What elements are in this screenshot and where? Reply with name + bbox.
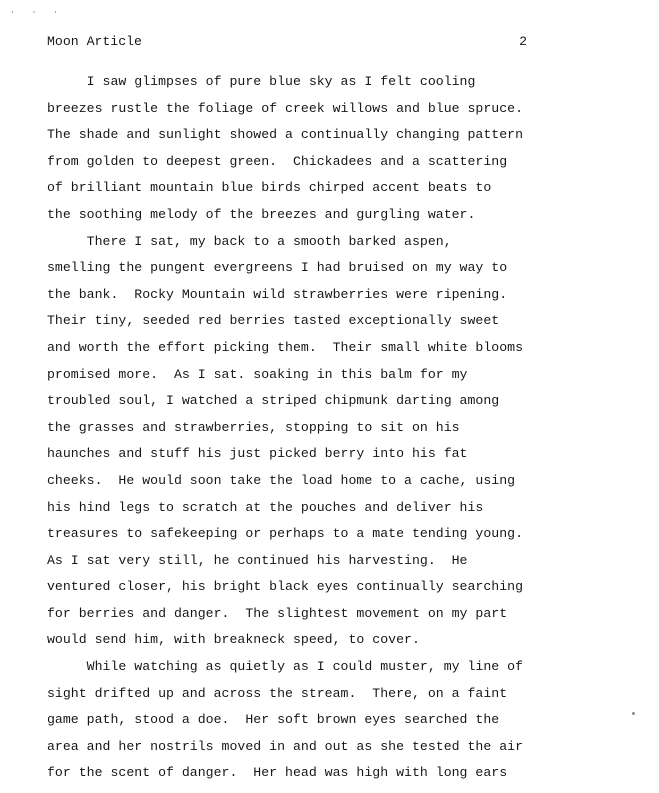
text-line: and worth the effort picking them. Their small white blooms	[47, 339, 524, 355]
text-line: game path, stood a doe. Her soft brown eyes searched the	[47, 712, 500, 728]
scan-specks: · · ·	[10, 8, 65, 17]
page-header	[47, 34, 527, 50]
text-line: While watching as quietly as I could muster, my line of	[47, 659, 524, 675]
text-line: breezes rustle the foliage of creek willows and blue spruce.	[47, 100, 524, 116]
text-line: the bank. Rocky Mountain wild strawberries were ripening.	[47, 286, 508, 302]
text-line: sight drifted up and across the stream. There, on a faint	[47, 685, 508, 701]
text-line: for berries and danger. The slightest movement on my part	[47, 605, 508, 621]
text-line: As I sat very still, he continued his harvesting. He	[47, 552, 468, 568]
text-line: for the scent of danger. Her head was high with long ears	[47, 765, 508, 781]
text-line: Their tiny, seeded red berries tasted exceptionally sweet	[47, 313, 500, 329]
text-line: troubled soul, I watched a striped chipmunk darting among	[47, 393, 500, 409]
text-line: his hind legs to scratch at the pouches and deliver his	[47, 499, 484, 515]
text-line: the grasses and strawberries, stopping to sit on his	[47, 419, 460, 435]
text-line: promised more. As I sat. soaking in this balm for my	[47, 366, 468, 382]
scan-speck	[632, 712, 635, 715]
text-line: treasures to safekeeping or perhaps to a mate tending young.	[47, 526, 524, 542]
text-line: from golden to deepest green. Chickadees and a scattering	[47, 153, 508, 169]
header-title: Moon Article	[47, 34, 142, 49]
text-line: ventured closer, his bright black eyes continually searching	[47, 579, 524, 595]
text-line: would send him, with breakneck speed, to cover.	[47, 632, 420, 648]
text-line: of brilliant mountain blue birds chirped accent beats to	[47, 180, 492, 196]
text-line: the soothing melody of the breezes and gurgling water.	[47, 206, 476, 222]
text-line: The shade and sunlight showed a continually changing pattern	[47, 127, 524, 143]
page-number: 2	[519, 34, 527, 49]
text-line: area and her nostrils moved in and out as she tested the air	[47, 738, 524, 754]
text-line: cheeks. He would soon take the load home to a cache, using	[47, 472, 516, 488]
article-body	[47, 74, 537, 792]
text-line: There I sat, my back to a smooth barked aspen,	[47, 233, 452, 249]
text-line: haunches and stuff his just picked berry into his fat	[47, 446, 468, 462]
text-line: I saw glimpses of pure blue sky as I felt cooling	[47, 74, 476, 89]
text-line: smelling the pungent evergreens I had bruised on my way to	[47, 260, 508, 276]
